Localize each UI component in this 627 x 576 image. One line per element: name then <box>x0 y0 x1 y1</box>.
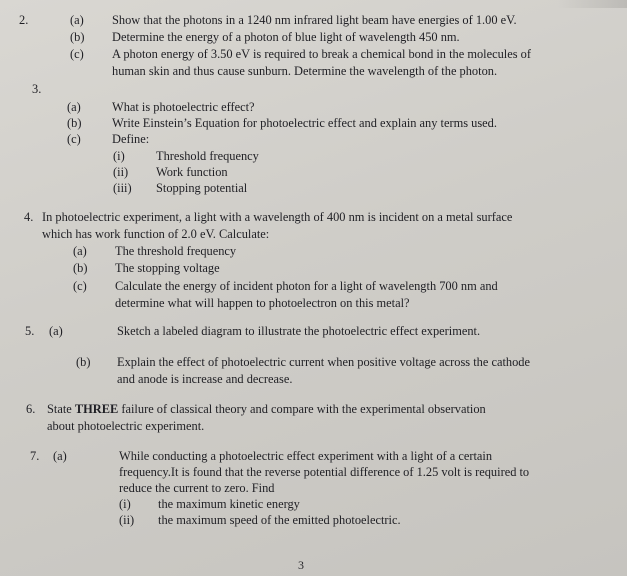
q5a-text: Sketch a labeled diagram to illustrate the photoelectric effect experiment. <box>117 324 481 338</box>
q2c-line2: human skin and thus cause sunburn. Determine the wavelength of the photon. <box>112 64 498 78</box>
page-number: 3 <box>298 558 304 572</box>
top-edge-shadow <box>557 0 627 8</box>
q3c-i-label: (i) <box>113 149 125 163</box>
q4-line2: which has work function of 2.0 eV. Calculate: <box>42 227 270 241</box>
q5-number: 5. <box>25 324 35 338</box>
q6-pre: State <box>47 402 75 416</box>
q5b-label: (b) <box>76 355 91 369</box>
q2b-text: Determine the energy of a photon of blue light of wavelength 450 nm. <box>112 30 460 44</box>
q6-number: 6. <box>26 402 36 416</box>
q7a-label: (a) <box>53 449 67 463</box>
q2c-line1: A photon energy of 3.50 eV is required to break a chemical bond in the molecules of <box>112 47 531 61</box>
q4c-line1: Calculate the energy of incident photon for a light of wavelength 700 nm and <box>115 279 498 293</box>
q6-line1 <box>47 403 486 415</box>
q2a-label: (a) <box>70 13 84 27</box>
q7a-line3: reduce the current to zero. Find <box>119 481 275 495</box>
q3c-ii-label: (ii) <box>113 165 129 179</box>
q7-number: 7. <box>30 449 40 463</box>
q3c-ii-text: Work function <box>156 165 228 179</box>
q5b-line1: Explain the effect of photoelectric current when positive voltage across the cathode <box>117 355 530 369</box>
q4a-label: (a) <box>73 244 87 258</box>
q7a-line2: frequency.It is found that the reverse potential difference of 1.25 volt is required to <box>119 465 530 479</box>
q7a-i-label: (i) <box>119 497 131 511</box>
q4-line1: In photoelectric experiment, a light with a wavelength of 400 nm is incident on a metal surface <box>42 210 513 224</box>
q7a-line1: While conducting a photoelectric effect experiment with a light of a certain <box>119 449 493 463</box>
q3c-iii-label: (iii) <box>113 181 132 195</box>
q7a-ii-text: the maximum speed of the emitted photoelectric. <box>158 513 401 527</box>
q3a-label: (a) <box>67 100 81 114</box>
q2b-label: (b) <box>70 30 85 44</box>
q4c-line2: determine what will happen to photoelectron on this metal? <box>115 296 410 310</box>
q3c-i-text: Threshold frequency <box>156 149 259 163</box>
q2-number: 2. <box>19 13 29 27</box>
q4-number: 4. <box>24 210 34 224</box>
q2c-label: (c) <box>70 47 84 61</box>
q3b-label: (b) <box>67 116 82 130</box>
q7a-i-text: the maximum kinetic energy <box>158 497 300 511</box>
q4b-text: The stopping voltage <box>115 261 220 275</box>
q7a-ii-label: (ii) <box>119 513 135 527</box>
q4a-text: The threshold frequency <box>115 244 237 258</box>
q6-line1-rest: failure of classical theory and compare with the experimental observation <box>118 402 486 416</box>
q3b-text: Write Einstein’s Equation for photoelectric effect and explain any terms used. <box>112 116 497 130</box>
q5a-label: (a) <box>49 324 63 338</box>
q3a-text: What is photoelectric effect? <box>112 100 255 114</box>
q3c-iii-text: Stopping potential <box>156 181 248 195</box>
q2a-text: Show that the photons in a 1240 nm infrared light beam have energies of 1.00 eV. <box>112 13 517 27</box>
q4b-label: (b) <box>73 261 88 275</box>
q6-line2: about photoelectric experiment. <box>47 419 205 433</box>
q3-number: 3. <box>32 82 42 96</box>
q5b-line2: and anode is increase and decrease. <box>117 372 293 386</box>
q3c-label: (c) <box>67 132 81 146</box>
q6-three-emphasis: THREE <box>74 402 119 416</box>
q4c-label: (c) <box>73 279 87 293</box>
q3c-text: Define: <box>112 132 150 146</box>
